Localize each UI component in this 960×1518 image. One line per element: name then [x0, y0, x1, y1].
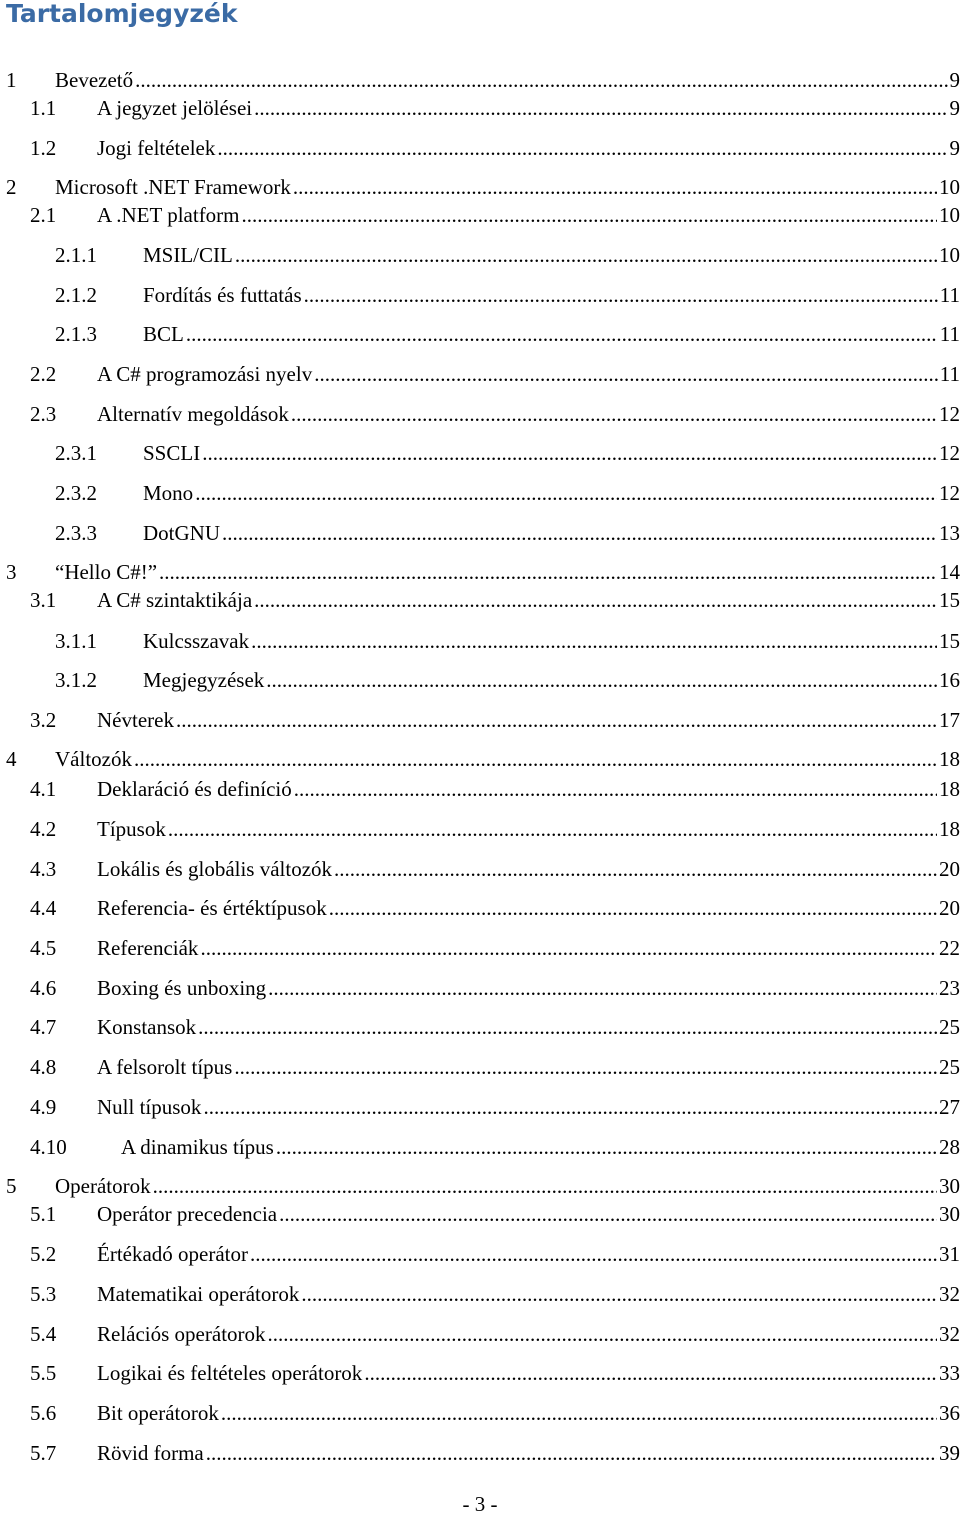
toc-entry[interactable]: [0, 1280, 960, 1308]
toc-entry-page: 28: [939, 1133, 960, 1161]
toc-entry-title: A felsorolt típus: [97, 1053, 232, 1081]
dot-leader: [266, 666, 937, 694]
toc-entry-number: 5.1: [30, 1200, 56, 1228]
dot-leader: [254, 94, 947, 122]
toc-entry-title: Bevezető: [55, 66, 133, 94]
toc-entry-title: Deklaráció és definíció: [97, 775, 292, 803]
toc-entry-leader: [143, 320, 960, 348]
toc-entry-title: Logikai és feltételes operátorok: [97, 1359, 362, 1387]
toc-entry-number: 1: [6, 66, 17, 94]
dot-leader: [186, 320, 938, 348]
dot-leader: [268, 1320, 937, 1348]
dot-leader: [206, 1439, 937, 1467]
toc-entry[interactable]: [0, 1133, 960, 1161]
dot-leader: [202, 439, 937, 467]
dot-leader: [134, 745, 937, 773]
toc-entry-title: “Hello C#!”: [55, 558, 157, 586]
dot-leader: [304, 281, 938, 309]
toc-entry-title: Névterek: [97, 706, 174, 734]
dot-leader: [301, 1280, 937, 1308]
dot-leader: [221, 1399, 937, 1427]
toc-entry[interactable]: [0, 320, 960, 348]
toc-entry-page: 10: [939, 241, 960, 269]
toc-entry-title: Operátor precedencia: [97, 1200, 277, 1228]
toc-entry[interactable]: [0, 201, 960, 229]
toc-entry-title: SSCLI: [143, 439, 200, 467]
toc-entry-number: 4.7: [30, 1013, 56, 1041]
dot-leader: [217, 134, 947, 162]
dot-leader: [293, 173, 937, 201]
toc-entry-page: 15: [939, 627, 960, 655]
toc-entry-number: 2.3.2: [55, 479, 97, 507]
toc-entry[interactable]: [0, 815, 960, 843]
toc-entry-number: 3.1: [30, 586, 56, 614]
toc-entry-title: Jogi feltételek: [97, 134, 215, 162]
toc-entry-number: 5.5: [30, 1359, 56, 1387]
dot-leader: [314, 360, 938, 388]
toc-entry-number: 3.1.2: [55, 666, 97, 694]
toc-entry-title: DotGNU: [143, 519, 220, 547]
dot-leader: [334, 855, 937, 883]
page-number: - 3 -: [0, 1490, 960, 1518]
toc-entry-page: 9: [950, 66, 960, 94]
toc-entry[interactable]: [0, 586, 960, 614]
toc-entry-leader: [55, 558, 960, 586]
toc-entry[interactable]: [0, 360, 960, 388]
toc-entry[interactable]: [0, 706, 960, 734]
toc-entry[interactable]: [0, 66, 960, 94]
toc-entry-leader: [55, 66, 960, 94]
toc-entry-number: 4.2: [30, 815, 56, 843]
toc-entry[interactable]: [0, 94, 960, 122]
toc-entry-leader: [97, 1399, 960, 1427]
toc-entry-title: Típusok: [97, 815, 166, 843]
dot-leader: [234, 1053, 937, 1081]
dot-leader: [276, 1133, 937, 1161]
toc-entry-number: 1.1: [30, 94, 56, 122]
toc-entry-number: 2.3.3: [55, 519, 97, 547]
toc-entry-leader: [97, 934, 960, 962]
toc-entry-number: 4.1: [30, 775, 56, 803]
toc-entry-leader: [55, 1172, 960, 1200]
page-title: Tartalomjegyzék: [6, 0, 238, 30]
toc-entry-title: Fordítás és futtatás: [143, 281, 302, 309]
toc-entry[interactable]: [0, 666, 960, 694]
toc-entry-leader: [97, 134, 960, 162]
toc-entry-page: 20: [939, 894, 960, 922]
toc-entry-leader: [97, 586, 960, 614]
dot-leader: [176, 706, 937, 734]
dot-leader: [200, 934, 937, 962]
toc-entry-leader: [97, 855, 960, 883]
toc-entry-number: 5: [6, 1172, 17, 1200]
toc-entry-number: 5.3: [30, 1280, 56, 1308]
toc-entry-leader: [97, 815, 960, 843]
toc-entry[interactable]: [0, 1399, 960, 1427]
dot-leader: [364, 1359, 937, 1387]
toc-entry[interactable]: [0, 627, 960, 655]
toc-entry[interactable]: [0, 934, 960, 962]
toc-entry[interactable]: [0, 439, 960, 467]
toc-entry-leader: [143, 519, 960, 547]
toc-entry-leader: [143, 241, 960, 269]
dot-leader: [235, 241, 937, 269]
toc-entry-leader: [97, 360, 960, 388]
toc-entry-page: 12: [939, 479, 960, 507]
toc-entry-number: 2.3.1: [55, 439, 97, 467]
toc-entry[interactable]: [0, 1093, 960, 1121]
toc-entry-title: MSIL/CIL: [143, 241, 233, 269]
toc-entry-leader: [97, 1053, 960, 1081]
toc-entry-title: Kulcsszavak: [143, 627, 249, 655]
toc-entry-leader: [55, 745, 960, 773]
toc-entry-leader: [121, 1133, 960, 1161]
toc-entry[interactable]: [0, 1439, 960, 1467]
toc-entry-number: 5.2: [30, 1240, 56, 1268]
toc-entry-page: 11: [940, 281, 960, 309]
toc-entry-number: 2.1.3: [55, 320, 97, 348]
toc-entry-number: 5.7: [30, 1439, 56, 1467]
toc-entry-number: 4.10: [30, 1133, 67, 1161]
toc-entry[interactable]: [0, 519, 960, 547]
toc-entry-page: 14: [939, 558, 960, 586]
dot-leader: [153, 1172, 937, 1200]
toc-entry-leader: [55, 173, 960, 201]
toc-entry-leader: [97, 1093, 960, 1121]
dot-leader: [329, 894, 937, 922]
toc-entry[interactable]: [0, 1172, 960, 1200]
toc-entry-number: 3.1.1: [55, 627, 97, 655]
toc-entry-page: 39: [939, 1439, 960, 1467]
toc-entry-page: 18: [939, 775, 960, 803]
dot-leader: [250, 1240, 937, 1268]
toc-entry-number: 3: [6, 558, 17, 586]
toc-entry-leader: [97, 1240, 960, 1268]
toc-entry-page: 16: [939, 666, 960, 694]
toc-entry-leader: [143, 666, 960, 694]
dot-leader: [222, 519, 937, 547]
toc-entry-title: Mono: [143, 479, 193, 507]
toc-entry-page: 18: [939, 815, 960, 843]
toc-entry-page: 30: [939, 1200, 960, 1228]
toc-entry-page: 25: [939, 1013, 960, 1041]
toc-entry[interactable]: [0, 1013, 960, 1041]
toc-entry-title: Null típusok: [97, 1093, 201, 1121]
toc-entry-title: Értékadó operátor: [97, 1240, 248, 1268]
dot-leader: [254, 586, 937, 614]
toc-entry[interactable]: [0, 173, 960, 201]
toc-entry-number: 4.9: [30, 1093, 56, 1121]
toc-entry-title: Alternatív megoldások: [97, 400, 289, 428]
toc-entry-leader: [97, 400, 960, 428]
dot-leader: [251, 627, 937, 655]
toc-entry-leader: [97, 974, 960, 1002]
toc-entry[interactable]: [0, 400, 960, 428]
toc-entry-number: 2.1: [30, 201, 56, 229]
toc-entry-page: 10: [939, 201, 960, 229]
toc-entry-page: 11: [940, 320, 960, 348]
toc-entry-leader: [97, 201, 960, 229]
toc-entry-page: 11: [940, 360, 960, 388]
toc-entry-title: Relációs operátorok: [97, 1320, 266, 1348]
toc-entry-page: 9: [950, 134, 960, 162]
toc-entry[interactable]: [0, 1240, 960, 1268]
toc-entry-page: 20: [939, 855, 960, 883]
dot-leader: [195, 479, 937, 507]
toc-entry-number: 2.1.2: [55, 281, 97, 309]
toc-entry[interactable]: [0, 894, 960, 922]
toc-entry[interactable]: [0, 1359, 960, 1387]
dot-leader: [279, 1200, 937, 1228]
dot-leader: [203, 1093, 937, 1121]
toc-entry-number: 2.3: [30, 400, 56, 428]
toc-entry-page: 33: [939, 1359, 960, 1387]
toc-entry-title: A dinamikus típus: [121, 1133, 274, 1161]
toc-entry-title: Változók: [55, 745, 132, 773]
toc-entry-leader: [97, 775, 960, 803]
toc-entry-page: 23: [939, 974, 960, 1002]
toc-entry-title: A .NET platform: [97, 201, 240, 229]
toc-entry-title: A C# szintaktikája: [97, 586, 252, 614]
dot-leader: [135, 66, 947, 94]
toc-entry-number: 4.6: [30, 974, 56, 1002]
toc-entry[interactable]: [0, 745, 960, 773]
toc-entry-title: A jegyzet jelölései: [97, 94, 252, 122]
toc-entry-page: 15: [939, 586, 960, 614]
toc-entry-title: Lokális és globális változók: [97, 855, 332, 883]
toc-entry-page: 12: [939, 400, 960, 428]
toc-entry-number: 4.3: [30, 855, 56, 883]
toc-entry[interactable]: [0, 1053, 960, 1081]
toc-entry-title: Matematikai operátorok: [97, 1280, 299, 1308]
toc-entry-page: 36: [939, 1399, 960, 1427]
toc-entry-page: 10: [939, 173, 960, 201]
toc-entry[interactable]: [0, 855, 960, 883]
toc-entry-title: Referenciák: [97, 934, 198, 962]
toc-entry-leader: [97, 1013, 960, 1041]
toc-entry-leader: [97, 1359, 960, 1387]
dot-leader: [198, 1013, 937, 1041]
toc-entry-page: 27: [939, 1093, 960, 1121]
toc-entry-number: 5.4: [30, 1320, 56, 1348]
toc-entry-title: Boxing és unboxing: [97, 974, 266, 1002]
toc-entry-title: Operátorok: [55, 1172, 151, 1200]
toc-entry-number: 1.2: [30, 134, 56, 162]
toc-entry-number: 5.6: [30, 1399, 56, 1427]
toc-entry-page: 31: [939, 1240, 960, 1268]
toc-entry-page: 30: [939, 1172, 960, 1200]
toc-entry-number: 4.4: [30, 894, 56, 922]
toc-entry-leader: [97, 94, 960, 122]
toc-entry-leader: [97, 894, 960, 922]
toc-entry-title: Rövid forma: [97, 1439, 204, 1467]
toc-entry-number: 4: [6, 745, 17, 773]
toc-entry[interactable]: [0, 479, 960, 507]
toc-entry-title: Microsoft .NET Framework: [55, 173, 291, 201]
dot-leader: [242, 201, 937, 229]
toc-entry-title: A C# programozási nyelv: [97, 360, 312, 388]
toc-entry-title: Bit operátorok: [97, 1399, 219, 1427]
toc-entry-title: BCL: [143, 320, 184, 348]
toc-entry-title: Referencia- és értéktípusok: [97, 894, 327, 922]
toc-entry[interactable]: [0, 281, 960, 309]
toc-entry-leader: [97, 1280, 960, 1308]
toc-entry-page: 17: [939, 706, 960, 734]
toc-entry[interactable]: [0, 775, 960, 803]
toc-entry-leader: [97, 706, 960, 734]
dot-leader: [294, 775, 937, 803]
toc-entry[interactable]: [0, 1320, 960, 1348]
dot-leader: [168, 815, 937, 843]
toc-entry[interactable]: [0, 974, 960, 1002]
toc-entry-number: 3.2: [30, 706, 56, 734]
toc-entry-number: 4.8: [30, 1053, 56, 1081]
toc-entry-page: 32: [939, 1320, 960, 1348]
toc-entry-page: 13: [939, 519, 960, 547]
toc-entry-number: 4.5: [30, 934, 56, 962]
toc-entry-leader: [97, 1320, 960, 1348]
toc-entry-leader: [143, 479, 960, 507]
toc-entry-leader: [143, 281, 960, 309]
toc-entry-page: 18: [939, 745, 960, 773]
toc-entry-number: 2.1.1: [55, 241, 97, 269]
toc-entry[interactable]: [0, 558, 960, 586]
dot-leader: [159, 558, 937, 586]
toc-entry-page: 25: [939, 1053, 960, 1081]
toc-entry-page: 22: [939, 934, 960, 962]
toc-entry-page: 32: [939, 1280, 960, 1308]
toc-entry[interactable]: [0, 241, 960, 269]
toc-entry-number: 2: [6, 173, 17, 201]
toc-entry-number: 2.2: [30, 360, 56, 388]
toc-entry-leader: [143, 439, 960, 467]
toc-entry-leader: [143, 627, 960, 655]
toc-entry-leader: [97, 1439, 960, 1467]
toc-entry-title: Konstansok: [97, 1013, 196, 1041]
toc-entry[interactable]: [0, 1200, 960, 1228]
toc-entry-leader: [97, 1200, 960, 1228]
toc-entry[interactable]: [0, 134, 960, 162]
dot-leader: [291, 400, 937, 428]
dot-leader: [268, 974, 937, 1002]
toc-entry-title: Megjegyzések: [143, 666, 264, 694]
toc-entry-page: 12: [939, 439, 960, 467]
toc-entry-page: 9: [950, 94, 960, 122]
